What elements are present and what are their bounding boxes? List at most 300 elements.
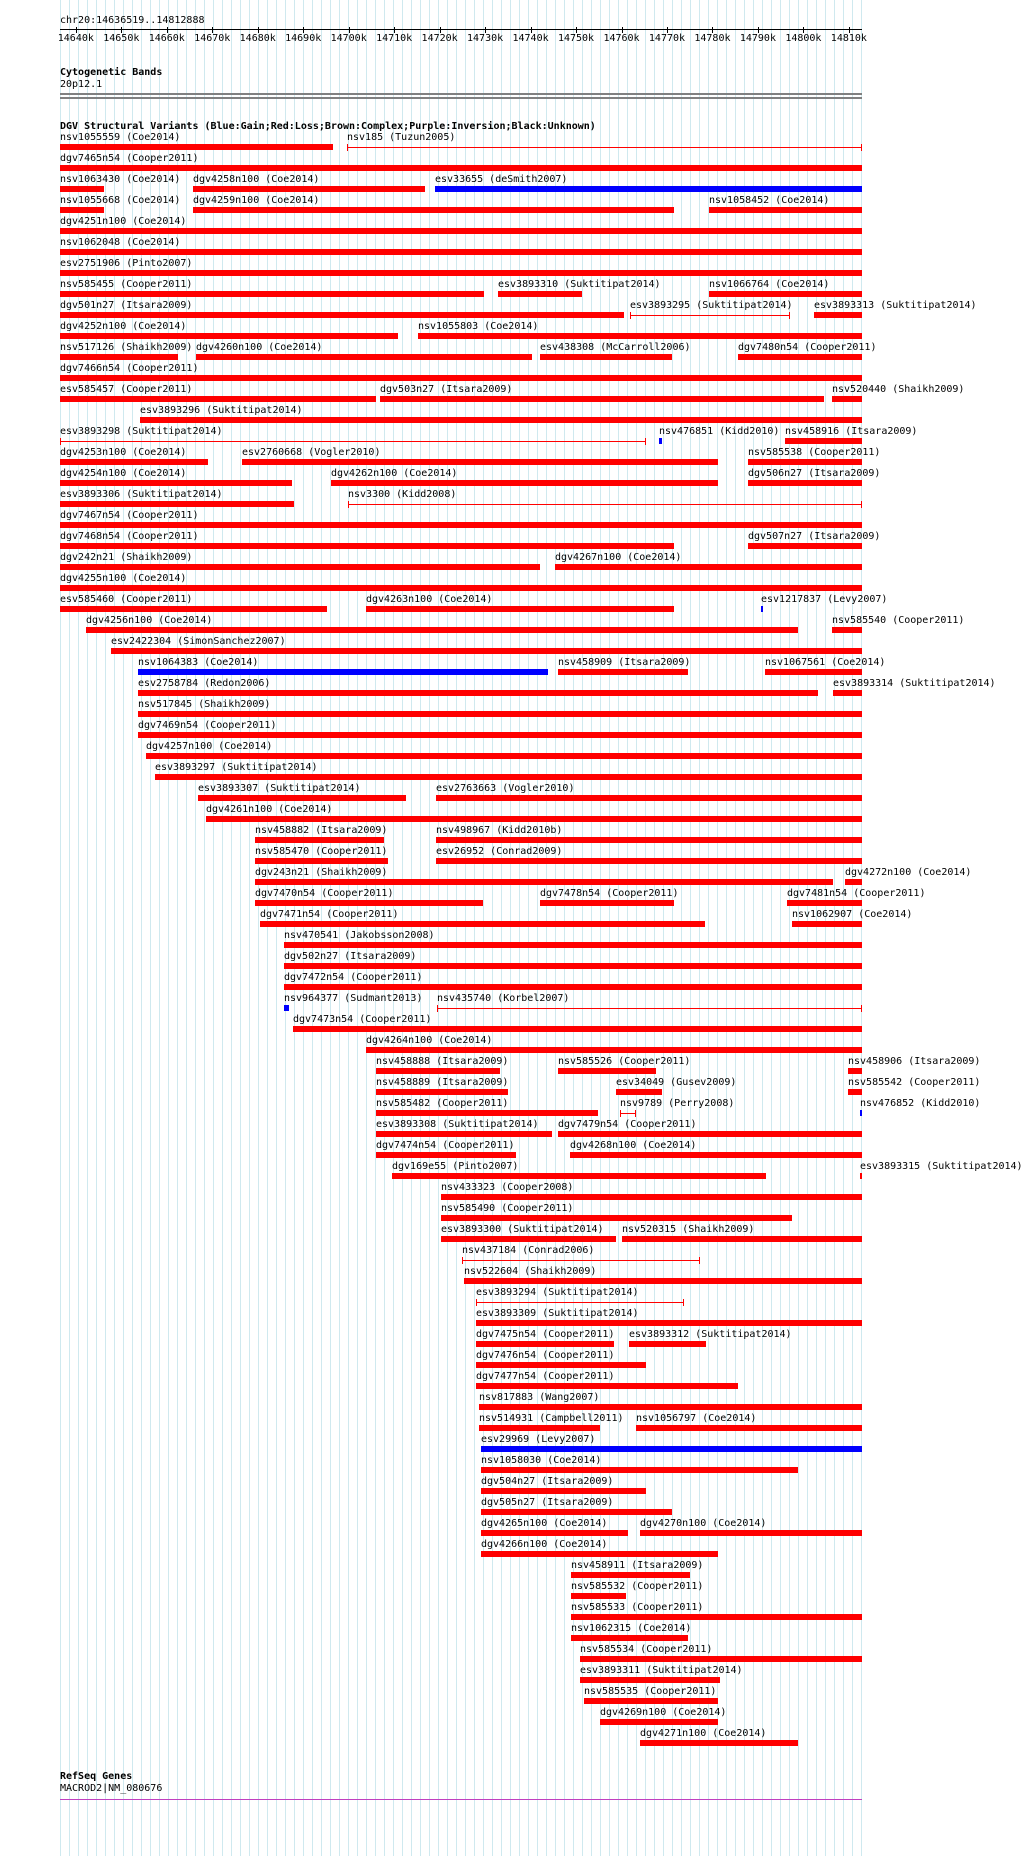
variant-label[interactable]: dgv4261n100 (Coe2014): [206, 804, 333, 815]
variant-label[interactable]: esv585457 (Cooper2011): [60, 384, 193, 395]
variant-label[interactable]: dgv7474n54 (Cooper2011): [376, 1140, 515, 1151]
variant-bar[interactable]: [60, 354, 178, 360]
variant-label[interactable]: dgv507n27 (Itsara2009): [748, 531, 881, 542]
variant-bar[interactable]: [571, 1572, 690, 1578]
variant-label[interactable]: nsv1063430 (Coe2014): [60, 174, 181, 185]
variant-label[interactable]: nsv433323 (Cooper2008): [441, 1182, 574, 1193]
variant-bar[interactable]: [832, 396, 862, 402]
grid-line: [429, 0, 430, 1856]
variant-bar[interactable]: [284, 984, 862, 990]
variant-line[interactable]: [630, 315, 790, 316]
variant-bar[interactable]: [787, 900, 862, 906]
variant-bar[interactable]: [60, 543, 674, 549]
variant-label[interactable]: nsv1062048 (Coe2014): [60, 237, 181, 248]
variant-label[interactable]: dgv4255n100 (Coe2014): [60, 573, 187, 584]
variant-bar[interactable]: [60, 459, 208, 465]
variant-label[interactable]: dgv169e55 (Pinto2007): [392, 1161, 519, 1172]
variant-bar[interactable]: [155, 774, 862, 780]
variant-label[interactable]: dgv502n27 (Itsara2009): [284, 951, 417, 962]
variant-label[interactable]: nsv585542 (Cooper2011): [848, 1077, 981, 1088]
variant-bar[interactable]: [709, 291, 862, 297]
grid-line: [339, 0, 340, 1856]
grid-line: [474, 0, 475, 1856]
variant-bar[interactable]: [833, 690, 862, 696]
variant-label[interactable]: nsv585534 (Cooper2011): [580, 1644, 713, 1655]
variant-bar[interactable]: [60, 249, 862, 255]
variant-label[interactable]: nsv185 (Tuzun2005): [347, 132, 456, 143]
variant-label[interactable]: dgv4263n100 (Coe2014): [366, 594, 493, 605]
grid-line: [861, 0, 862, 1856]
variant-bar[interactable]: [441, 1194, 862, 1200]
variant-bar[interactable]: [255, 858, 388, 864]
variant-bar[interactable]: [498, 291, 582, 297]
variant-label[interactable]: esv3893306 (Suktitipat2014): [60, 489, 223, 500]
variant-label[interactable]: dgv7476n54 (Cooper2011): [476, 1350, 615, 1361]
variant-label[interactable]: dgv4270n100 (Coe2014): [640, 1518, 767, 1529]
ruler-tick-label: 14680k: [239, 33, 276, 44]
grid-line: [222, 0, 223, 1856]
dgv-track-title[interactable]: DGV Structural Variants (Blue:Gain;Red:Loss;Brown:Complex;Purple:Inversion;Black:Unknown): [60, 121, 596, 132]
variant-bar[interactable]: [616, 1089, 662, 1095]
variant-label[interactable]: dgv7477n54 (Cooper2011): [476, 1371, 615, 1382]
variant-label[interactable]: nsv476851 (Kidd2010): [659, 426, 780, 437]
variant-label[interactable]: esv3893315 (Suktitipat2014): [860, 1161, 1023, 1172]
variant-label[interactable]: nsv585455 (Cooper2011): [60, 279, 193, 290]
variant-bar[interactable]: [748, 480, 862, 486]
variant-line[interactable]: [620, 1113, 636, 1114]
variant-label[interactable]: dgv4252n100 (Coe2014): [60, 321, 187, 332]
variant-bar[interactable]: [60, 564, 540, 570]
variant-bar[interactable]: [380, 396, 824, 402]
variant-bar[interactable]: [640, 1530, 862, 1536]
variant-label[interactable]: dgv4251n100 (Coe2014): [60, 216, 187, 227]
variant-label[interactable]: nsv9789 (Perry2008): [620, 1098, 735, 1109]
refseq-gene-label[interactable]: MACROD2|NM_080676: [60, 1783, 163, 1794]
variant-label[interactable]: dgv7466n54 (Cooper2011): [60, 363, 199, 374]
variant-label[interactable]: nsv1067561 (Coe2014): [765, 657, 886, 668]
variant-bar[interactable]: [60, 480, 292, 486]
variant-bar[interactable]: [138, 732, 862, 738]
variant-label[interactable]: esv3893297 (Suktitipat2014): [155, 762, 318, 773]
variant-bar[interactable]: [748, 459, 862, 465]
variant-label[interactable]: dgv506n27 (Itsara2009): [748, 468, 881, 479]
variant-bar[interactable]: [60, 144, 333, 150]
ruler-tick-label: 14710k: [376, 33, 413, 44]
variant-label[interactable]: dgv7478n54 (Cooper2011): [540, 888, 679, 899]
variant-label[interactable]: esv3893310 (Suktitipat2014): [498, 279, 661, 290]
variant-bar[interactable]: [60, 228, 862, 234]
variant-bar[interactable]: [441, 1215, 792, 1221]
variant-bar[interactable]: [60, 606, 327, 612]
variant-label[interactable]: nsv1062315 (Coe2014): [571, 1623, 692, 1634]
variant-bar[interactable]: [481, 1509, 672, 1515]
variant-bar[interactable]: [832, 627, 862, 633]
grid-line: [438, 0, 439, 1856]
variant-bar[interactable]: [284, 1005, 289, 1011]
variant-bar[interactable]: [436, 858, 862, 864]
variant-bar[interactable]: [571, 1593, 626, 1599]
variant-label[interactable]: esv2763663 (Vogler2010): [436, 783, 575, 794]
variant-label[interactable]: nsv522604 (Shaikh2009): [464, 1266, 597, 1277]
variant-label[interactable]: nsv520440 (Shaikh2009): [832, 384, 965, 395]
variant-label[interactable]: dgv4262n100 (Coe2014): [331, 468, 458, 479]
grid-line: [834, 0, 835, 1856]
variant-line-cap: [60, 438, 61, 445]
variant-bar[interactable]: [198, 795, 406, 801]
variant-bar[interactable]: [540, 900, 674, 906]
variant-label[interactable]: dgv4267n100 (Coe2014): [555, 552, 682, 563]
variant-bar[interactable]: [765, 669, 862, 675]
variant-label[interactable]: esv438308 (McCarroll2006): [540, 342, 691, 353]
variant-bar[interactable]: [640, 1740, 798, 1746]
variant-bar[interactable]: [60, 585, 862, 591]
variant-label[interactable]: nsv458911 (Itsara2009): [571, 1560, 704, 1571]
variant-bar[interactable]: [255, 837, 384, 843]
variant-bar[interactable]: [761, 606, 763, 612]
variant-label[interactable]: nsv1058030 (Coe2014): [481, 1455, 602, 1466]
variant-bar[interactable]: [622, 1236, 862, 1242]
variant-bar[interactable]: [558, 669, 688, 675]
variant-bar[interactable]: [479, 1404, 862, 1410]
grid-line: [375, 0, 376, 1856]
variant-bar[interactable]: [60, 333, 398, 339]
variant-label[interactable]: esv3893311 (Suktitipat2014): [580, 1665, 743, 1676]
variant-bar[interactable]: [792, 921, 862, 927]
variant-label[interactable]: nsv498967 (Kidd2010b): [436, 825, 563, 836]
variant-line[interactable]: [476, 1302, 684, 1303]
variant-bar[interactable]: [60, 312, 624, 318]
variant-bar[interactable]: [206, 816, 862, 822]
variant-bar[interactable]: [441, 1236, 616, 1242]
variant-label[interactable]: nsv1058452 (Coe2014): [709, 195, 830, 206]
variant-label[interactable]: nsv817883 (Wang2007): [479, 1392, 600, 1403]
grid-line: [267, 0, 268, 1856]
variant-label[interactable]: dgv7468n54 (Cooper2011): [60, 531, 199, 542]
variant-label[interactable]: esv3893308 (Suktitipat2014): [376, 1119, 539, 1130]
variant-bar[interactable]: [860, 1173, 862, 1179]
variant-label[interactable]: dgv243n21 (Shaikh2009): [255, 867, 388, 878]
variant-bar[interactable]: [481, 1488, 646, 1494]
variant-bar[interactable]: [584, 1698, 718, 1704]
grid-line: [402, 0, 403, 1856]
variant-label[interactable]: dgv7473n54 (Cooper2011): [293, 1014, 432, 1025]
variant-label[interactable]: dgv4260n100 (Coe2014): [196, 342, 323, 353]
variant-label[interactable]: dgv4256n100 (Coe2014): [86, 615, 213, 626]
variant-label[interactable]: esv29969 (Levy2007): [481, 1434, 596, 1445]
variant-label[interactable]: esv33655 (deSmith2007): [435, 174, 568, 185]
variant-bar[interactable]: [146, 753, 862, 759]
variant-bar[interactable]: [376, 1110, 598, 1116]
variant-bar[interactable]: [138, 669, 548, 675]
cytoband-track-title[interactable]: Cytogenetic Bands: [60, 67, 163, 78]
variant-bar[interactable]: [255, 900, 483, 906]
ruler-tick-label: 14660k: [148, 33, 185, 44]
variant-label[interactable]: dgv7479n54 (Cooper2011): [558, 1119, 697, 1130]
variant-line[interactable]: [462, 1260, 700, 1261]
variant-bar[interactable]: [476, 1341, 614, 1347]
variant-label[interactable]: esv26952 (Conrad2009): [436, 846, 563, 857]
variant-label[interactable]: esv585460 (Cooper2011): [60, 594, 193, 605]
variant-label[interactable]: dgv4269n100 (Coe2014): [600, 1707, 727, 1718]
variant-label[interactable]: dgv7465n54 (Cooper2011): [60, 153, 199, 164]
variant-bar[interactable]: [284, 963, 862, 969]
grid-line: [852, 0, 853, 1856]
variant-label[interactable]: nsv585470 (Cooper2011): [255, 846, 388, 857]
variant-line[interactable]: [60, 441, 646, 442]
variant-label[interactable]: dgv4272n100 (Coe2014): [845, 867, 972, 878]
variant-bar[interactable]: [479, 1425, 600, 1431]
variant-label[interactable]: dgv4264n100 (Coe2014): [366, 1035, 493, 1046]
variant-bar[interactable]: [571, 1614, 862, 1620]
variant-label[interactable]: nsv458916 (Itsara2009): [785, 426, 918, 437]
variant-line-cap: [348, 501, 349, 508]
variant-label[interactable]: esv2422304 (SimonSanchez2007): [111, 636, 286, 647]
variant-label[interactable]: dgv501n27 (Itsara2009): [60, 300, 193, 311]
variant-label[interactable]: nsv458888 (Itsara2009): [376, 1056, 509, 1067]
variant-bar[interactable]: [60, 165, 862, 171]
variant-bar[interactable]: [140, 417, 862, 423]
variant-line[interactable]: [348, 504, 862, 505]
variant-label[interactable]: dgv4253n100 (Coe2014): [60, 447, 187, 458]
variant-label[interactable]: nsv476852 (Kidd2010): [860, 1098, 981, 1109]
variant-bar[interactable]: [331, 480, 718, 486]
variant-bar[interactable]: [111, 648, 862, 654]
variant-label[interactable]: nsv514931 (Campbell2011): [479, 1413, 624, 1424]
variant-bar[interactable]: [60, 375, 862, 381]
variant-label[interactable]: esv1217837 (Levy2007): [761, 594, 888, 605]
variant-label[interactable]: esv34049 (Gusev2009): [616, 1077, 737, 1088]
variant-line-cap: [683, 1299, 684, 1306]
cytoband-separator-2: [60, 97, 862, 99]
variant-label[interactable]: esv3893300 (Suktitipat2014): [441, 1224, 604, 1235]
variant-label[interactable]: esv3893313 (Suktitipat2014): [814, 300, 977, 311]
variant-bar[interactable]: [785, 438, 862, 444]
ruler-tick-label: 14790k: [739, 33, 776, 44]
variant-bar[interactable]: [555, 564, 862, 570]
variant-bar[interactable]: [60, 291, 484, 297]
variant-bar[interactable]: [242, 459, 718, 465]
grid-line: [195, 0, 196, 1856]
variant-bar[interactable]: [284, 942, 862, 948]
grid-line: [384, 0, 385, 1856]
variant-label[interactable]: nsv585535 (Cooper2011): [584, 1686, 717, 1697]
variant-bar[interactable]: [580, 1656, 862, 1662]
variant-label[interactable]: dgv242n21 (Shaikh2009): [60, 552, 193, 563]
variant-line[interactable]: [347, 147, 862, 148]
variant-bar[interactable]: [860, 1110, 862, 1116]
ruler-tick-label: 14750k: [557, 33, 595, 44]
variant-label[interactable]: esv3893314 (Suktitipat2014): [833, 678, 996, 689]
refseq-gene-line[interactable]: [60, 1799, 862, 1800]
variant-bar[interactable]: [196, 354, 532, 360]
variant-label[interactable]: nsv964377 (Sudmant2013): [284, 993, 423, 1004]
variant-bar[interactable]: [558, 1068, 656, 1074]
variant-bar[interactable]: [376, 1131, 552, 1137]
variant-bar[interactable]: [570, 1152, 862, 1158]
variant-label[interactable]: dgv7469n54 (Cooper2011): [138, 720, 277, 731]
variant-label[interactable]: esv2758784 (Redon2006): [138, 678, 271, 689]
variant-line-cap: [699, 1257, 700, 1264]
variant-bar[interactable]: [481, 1551, 718, 1557]
grid-line: [447, 0, 448, 1856]
variant-label[interactable]: nsv435740 (Korbel2007): [437, 993, 570, 1004]
variant-bar[interactable]: [636, 1425, 862, 1431]
variant-line[interactable]: [437, 1008, 862, 1009]
variant-label[interactable]: nsv1066764 (Coe2014): [709, 279, 830, 290]
variant-label[interactable]: esv3893307 (Suktitipat2014): [198, 783, 361, 794]
variant-label[interactable]: dgv4254n100 (Coe2014): [60, 468, 187, 479]
grid-line: [303, 0, 304, 1856]
variant-label[interactable]: nsv470541 (Jakobsson2008): [284, 930, 435, 941]
grid-line: [321, 0, 322, 1856]
variant-bar[interactable]: [848, 1089, 862, 1095]
variant-label[interactable]: nsv1062907 (Coe2014): [792, 909, 913, 920]
ruler-tick-label: 14670k: [194, 33, 231, 44]
variant-bar[interactable]: [481, 1530, 628, 1536]
variant-bar[interactable]: [659, 438, 662, 444]
variant-line-cap: [645, 438, 646, 445]
variant-bar[interactable]: [738, 354, 862, 360]
variant-bar[interactable]: [848, 1068, 862, 1074]
variant-bar[interactable]: [60, 186, 104, 192]
ruler-tick-label: 14720k: [421, 33, 458, 44]
variant-label[interactable]: nsv585490 (Cooper2011): [441, 1203, 574, 1214]
variant-bar[interactable]: [748, 543, 862, 549]
position-label: chr20:14636519..14812888: [60, 15, 205, 26]
variant-label[interactable]: dgv7481n54 (Cooper2011): [787, 888, 926, 899]
variant-bar[interactable]: [255, 879, 833, 885]
variant-label[interactable]: nsv1055559 (Coe2014): [60, 132, 181, 143]
variant-label[interactable]: dgv7475n54 (Cooper2011): [476, 1329, 615, 1340]
variant-bar[interactable]: [600, 1719, 718, 1725]
variant-bar[interactable]: [376, 1068, 500, 1074]
variant-bar[interactable]: [418, 333, 862, 339]
variant-label[interactable]: dgv504n27 (Itsara2009): [481, 1476, 614, 1487]
variant-label[interactable]: nsv458889 (Itsara2009): [376, 1077, 509, 1088]
variant-label[interactable]: nsv437184 (Conrad2006): [462, 1245, 595, 1256]
variant-line-cap: [620, 1110, 621, 1117]
variant-bar[interactable]: [709, 207, 862, 213]
variant-label[interactable]: dgv4265n100 (Coe2014): [481, 1518, 608, 1529]
variant-label[interactable]: dgv4257n100 (Coe2014): [146, 741, 273, 752]
variant-bar[interactable]: [481, 1467, 798, 1473]
variant-bar[interactable]: [476, 1320, 862, 1326]
variant-bar[interactable]: [435, 186, 862, 192]
variant-label[interactable]: dgv7470n54 (Cooper2011): [255, 888, 394, 899]
variant-bar[interactable]: [138, 690, 818, 696]
variant-label[interactable]: nsv1055668 (Coe2014): [60, 195, 181, 206]
variant-bar[interactable]: [540, 354, 672, 360]
variant-label[interactable]: nsv585540 (Cooper2011): [832, 615, 965, 626]
variant-bar[interactable]: [60, 207, 104, 213]
variant-label[interactable]: nsv520315 (Shaikh2009): [622, 1224, 755, 1235]
variant-line-cap: [630, 312, 631, 319]
variant-bar[interactable]: [376, 1089, 508, 1095]
variant-line-cap: [635, 1110, 636, 1117]
variant-label[interactable]: esv3893298 (Suktitipat2014): [60, 426, 223, 437]
variant-label[interactable]: esv3893296 (Suktitipat2014): [140, 405, 303, 416]
variant-bar[interactable]: [366, 606, 674, 612]
variant-bar[interactable]: [86, 627, 798, 633]
variant-label[interactable]: dgv4271n100 (Coe2014): [640, 1728, 767, 1739]
variant-bar[interactable]: [476, 1362, 646, 1368]
variant-bar[interactable]: [571, 1635, 688, 1641]
variant-label[interactable]: nsv517845 (Shaikh2009): [138, 699, 271, 710]
variant-label[interactable]: dgv7472n54 (Cooper2011): [284, 972, 423, 983]
grid-line: [258, 0, 259, 1856]
variant-label[interactable]: esv3893312 (Suktitipat2014): [629, 1329, 792, 1340]
variant-label[interactable]: nsv585482 (Cooper2011): [376, 1098, 509, 1109]
variant-label[interactable]: dgv4259n100 (Coe2014): [193, 195, 320, 206]
variant-bar[interactable]: [376, 1152, 516, 1158]
variant-label[interactable]: dgv503n27 (Itsara2009): [380, 384, 513, 395]
variant-label[interactable]: dgv7467n54 (Cooper2011): [60, 510, 199, 521]
variant-label[interactable]: esv2751906 (Pinto2007): [60, 258, 193, 269]
variant-label[interactable]: esv3893309 (Suktitipat2014): [476, 1308, 639, 1319]
refseq-track-title[interactable]: RefSeq Genes: [60, 1771, 133, 1782]
variant-label[interactable]: esv3893294 (Suktitipat2014): [476, 1287, 639, 1298]
variant-label[interactable]: nsv3300 (Kidd2008): [348, 489, 457, 500]
variant-bar[interactable]: [476, 1383, 738, 1389]
variant-label[interactable]: nsv458906 (Itsara2009): [848, 1056, 981, 1067]
variant-bar[interactable]: [464, 1278, 862, 1284]
variant-bar[interactable]: [436, 837, 862, 843]
variant-label[interactable]: dgv4266n100 (Coe2014): [481, 1539, 608, 1550]
variant-label[interactable]: nsv1056797 (Coe2014): [636, 1413, 757, 1424]
grid-line: [204, 0, 205, 1856]
variant-label[interactable]: nsv517126 (Shaikh2009): [60, 342, 193, 353]
variant-bar[interactable]: [558, 1131, 862, 1137]
variant-label[interactable]: nsv458882 (Itsara2009): [255, 825, 388, 836]
variant-label[interactable]: dgv7471n54 (Cooper2011): [260, 909, 399, 920]
variant-bar[interactable]: [260, 921, 705, 927]
variant-bar[interactable]: [392, 1173, 766, 1179]
variant-label[interactable]: dgv7480n54 (Cooper2011): [738, 342, 877, 353]
variant-bar[interactable]: [138, 711, 862, 717]
variant-bar[interactable]: [814, 312, 862, 318]
variant-bar[interactable]: [60, 522, 862, 528]
variant-label[interactable]: nsv585533 (Cooper2011): [571, 1602, 704, 1613]
grid-line: [420, 0, 421, 1856]
variant-label[interactable]: nsv1055803 (Coe2014): [418, 321, 539, 332]
variant-label[interactable]: nsv458909 (Itsara2009): [558, 657, 691, 668]
variant-bar[interactable]: [60, 270, 862, 276]
variant-bar[interactable]: [193, 186, 425, 192]
variant-label[interactable]: dgv4258n100 (Coe2014): [193, 174, 320, 185]
variant-bar[interactable]: [193, 207, 674, 213]
variant-label[interactable]: esv3893295 (Suktitipat2014): [630, 300, 793, 311]
variant-label[interactable]: nsv585538 (Cooper2011): [748, 447, 881, 458]
variant-bar[interactable]: [293, 1026, 862, 1032]
grid-line: [249, 0, 250, 1856]
variant-bar[interactable]: [580, 1677, 720, 1683]
variant-bar[interactable]: [60, 396, 376, 402]
variant-label[interactable]: dgv4268n100 (Coe2014): [570, 1140, 697, 1151]
variant-line-cap: [437, 1005, 438, 1012]
variant-bar[interactable]: [366, 1047, 862, 1053]
variant-bar[interactable]: [436, 795, 862, 801]
variant-bar[interactable]: [481, 1446, 862, 1452]
variant-label[interactable]: esv2760668 (Vogler2010): [242, 447, 381, 458]
grid-line: [348, 0, 349, 1856]
variant-label[interactable]: nsv1064383 (Coe2014): [138, 657, 259, 668]
variant-bar[interactable]: [60, 501, 294, 507]
variant-bar[interactable]: [629, 1341, 706, 1347]
variant-bar[interactable]: [845, 879, 862, 885]
variant-label[interactable]: nsv585532 (Cooper2011): [571, 1581, 704, 1592]
variant-label[interactable]: nsv585526 (Cooper2011): [558, 1056, 691, 1067]
variant-label[interactable]: dgv505n27 (Itsara2009): [481, 1497, 614, 1508]
